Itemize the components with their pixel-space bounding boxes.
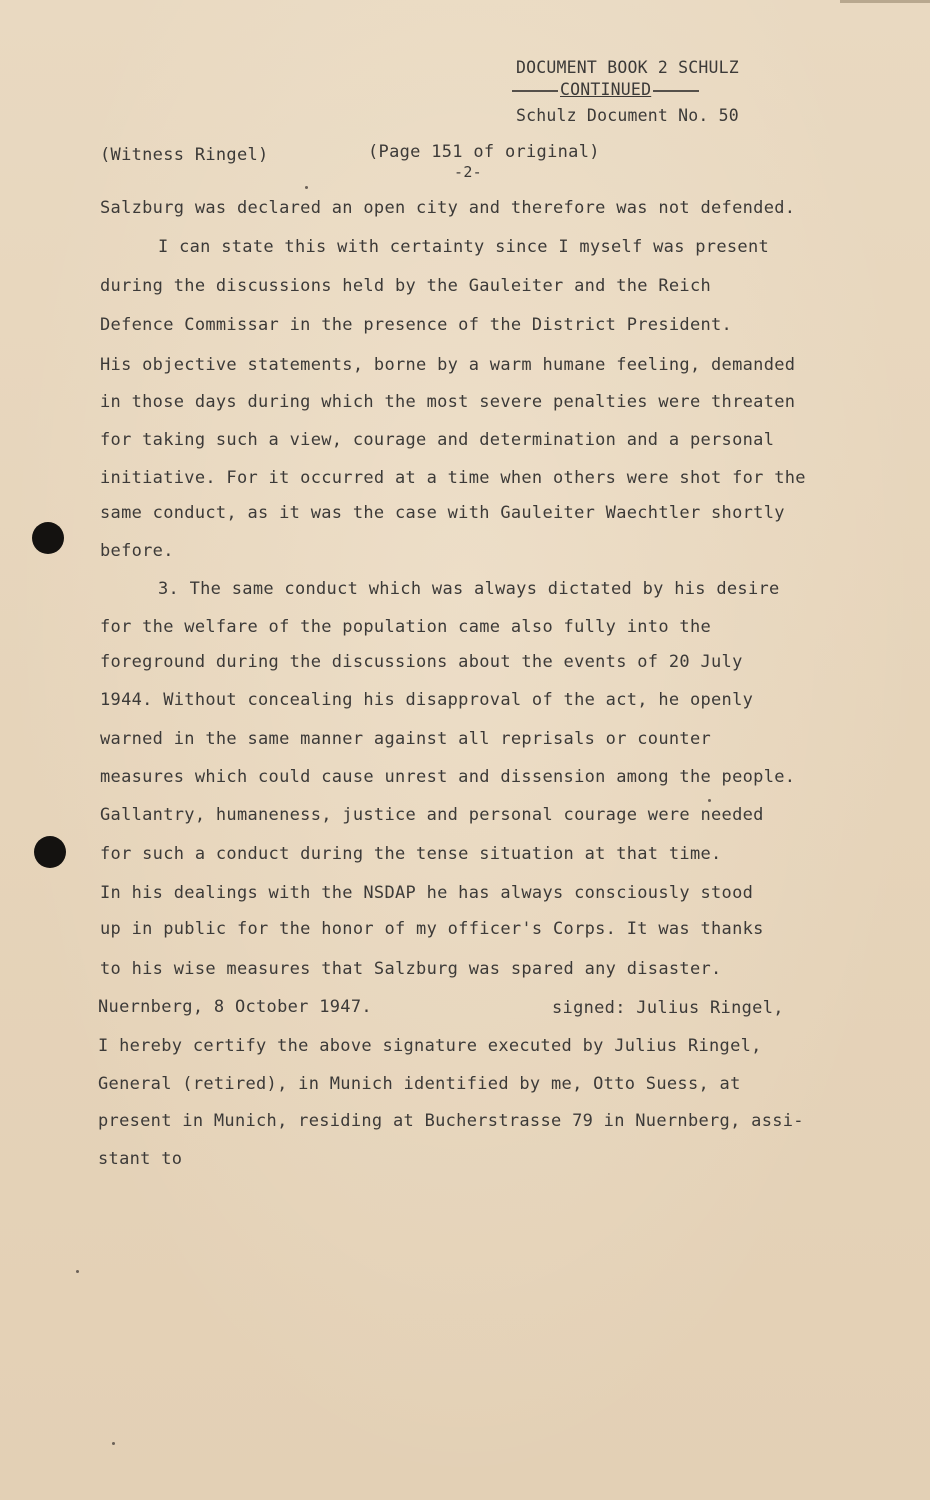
body-line: measures which could cause unrest and dissension among the people. — [100, 767, 796, 787]
page-number: -2- — [454, 163, 482, 181]
body-line: present in Munich, residing at Bucherstrasse 79 in Nuernberg, assi- — [98, 1111, 804, 1131]
body-line: for such a conduct during the tense situation at that time. — [100, 844, 722, 864]
punch-hole-icon — [32, 522, 64, 554]
body-line: for taking such a view, courage and determination and a personal — [100, 430, 775, 450]
body-line: for the welfare of the population came also fully into the — [100, 617, 712, 637]
signature-line: signed: Julius Ringel, — [552, 998, 784, 1018]
body-line: in those days during which the most severe penalties were threaten — [100, 392, 796, 412]
dash-right — [653, 90, 699, 92]
page-reference: (Page 151 of original) — [368, 142, 600, 162]
continued-text: CONTINUED — [560, 80, 652, 99]
body-line: during the discussions held by the Gauleiter and the Reich — [100, 276, 712, 296]
paper-speck — [305, 186, 308, 189]
body-line: to his wise measures that Salzburg was spared any disaster. — [100, 959, 722, 979]
body-line: warned in the same manner against all reprisals or counter — [100, 729, 712, 749]
body-line: same conduct, as it was the case with Gauleiter Waechtler shortly — [100, 503, 785, 523]
body-line: foreground during the discussions about the events of 20 July — [100, 652, 743, 672]
body-line: I can state this with certainty since I myself was present — [158, 237, 770, 257]
paper-speck — [76, 1270, 79, 1273]
body-line: before. — [100, 541, 174, 561]
witness-label: (Witness Ringel) — [100, 145, 269, 165]
body-line: Defence Commissar in the presence of the District President. — [100, 315, 733, 335]
body-line: 3. The same conduct which was always dictated by his desire — [158, 579, 780, 599]
place-date: Nuernberg, 8 October 1947. — [98, 997, 372, 1017]
body-line: His objective statements, borne by a warm humane feeling, demanded — [100, 355, 796, 375]
body-line: I hereby certify the above signature executed by Julius Ringel, — [98, 1036, 762, 1056]
body-line: up in public for the honor of my officer's Corps. It was thanks — [100, 919, 764, 939]
doc-book-title: DOCUMENT BOOK 2 SCHULZ — [516, 58, 739, 77]
body-line: initiative. For it occurred at a time when others were shot for the — [100, 468, 806, 488]
dash-left — [512, 90, 558, 92]
doc-number: Schulz Document No. 50 — [516, 106, 739, 125]
body-line: 1944. Without concealing his disapproval of the act, he openly — [100, 690, 754, 710]
paper-speck — [708, 799, 711, 802]
body-line: stant to — [98, 1149, 183, 1169]
body-line: General (retired), in Munich identified by me, Otto Suess, at — [98, 1074, 741, 1094]
paper-edge-mark — [840, 0, 930, 3]
body-line: In his dealings with the NSDAP he has always consciously stood — [100, 883, 754, 903]
paper-speck — [112, 1442, 115, 1445]
body-line: Gallantry, humaneness, justice and personal courage were needed — [100, 805, 764, 825]
continued-label — [510, 80, 701, 99]
punch-hole-icon — [34, 836, 66, 868]
body-line: Salzburg was declared an open city and therefore was not defended. — [100, 198, 796, 218]
